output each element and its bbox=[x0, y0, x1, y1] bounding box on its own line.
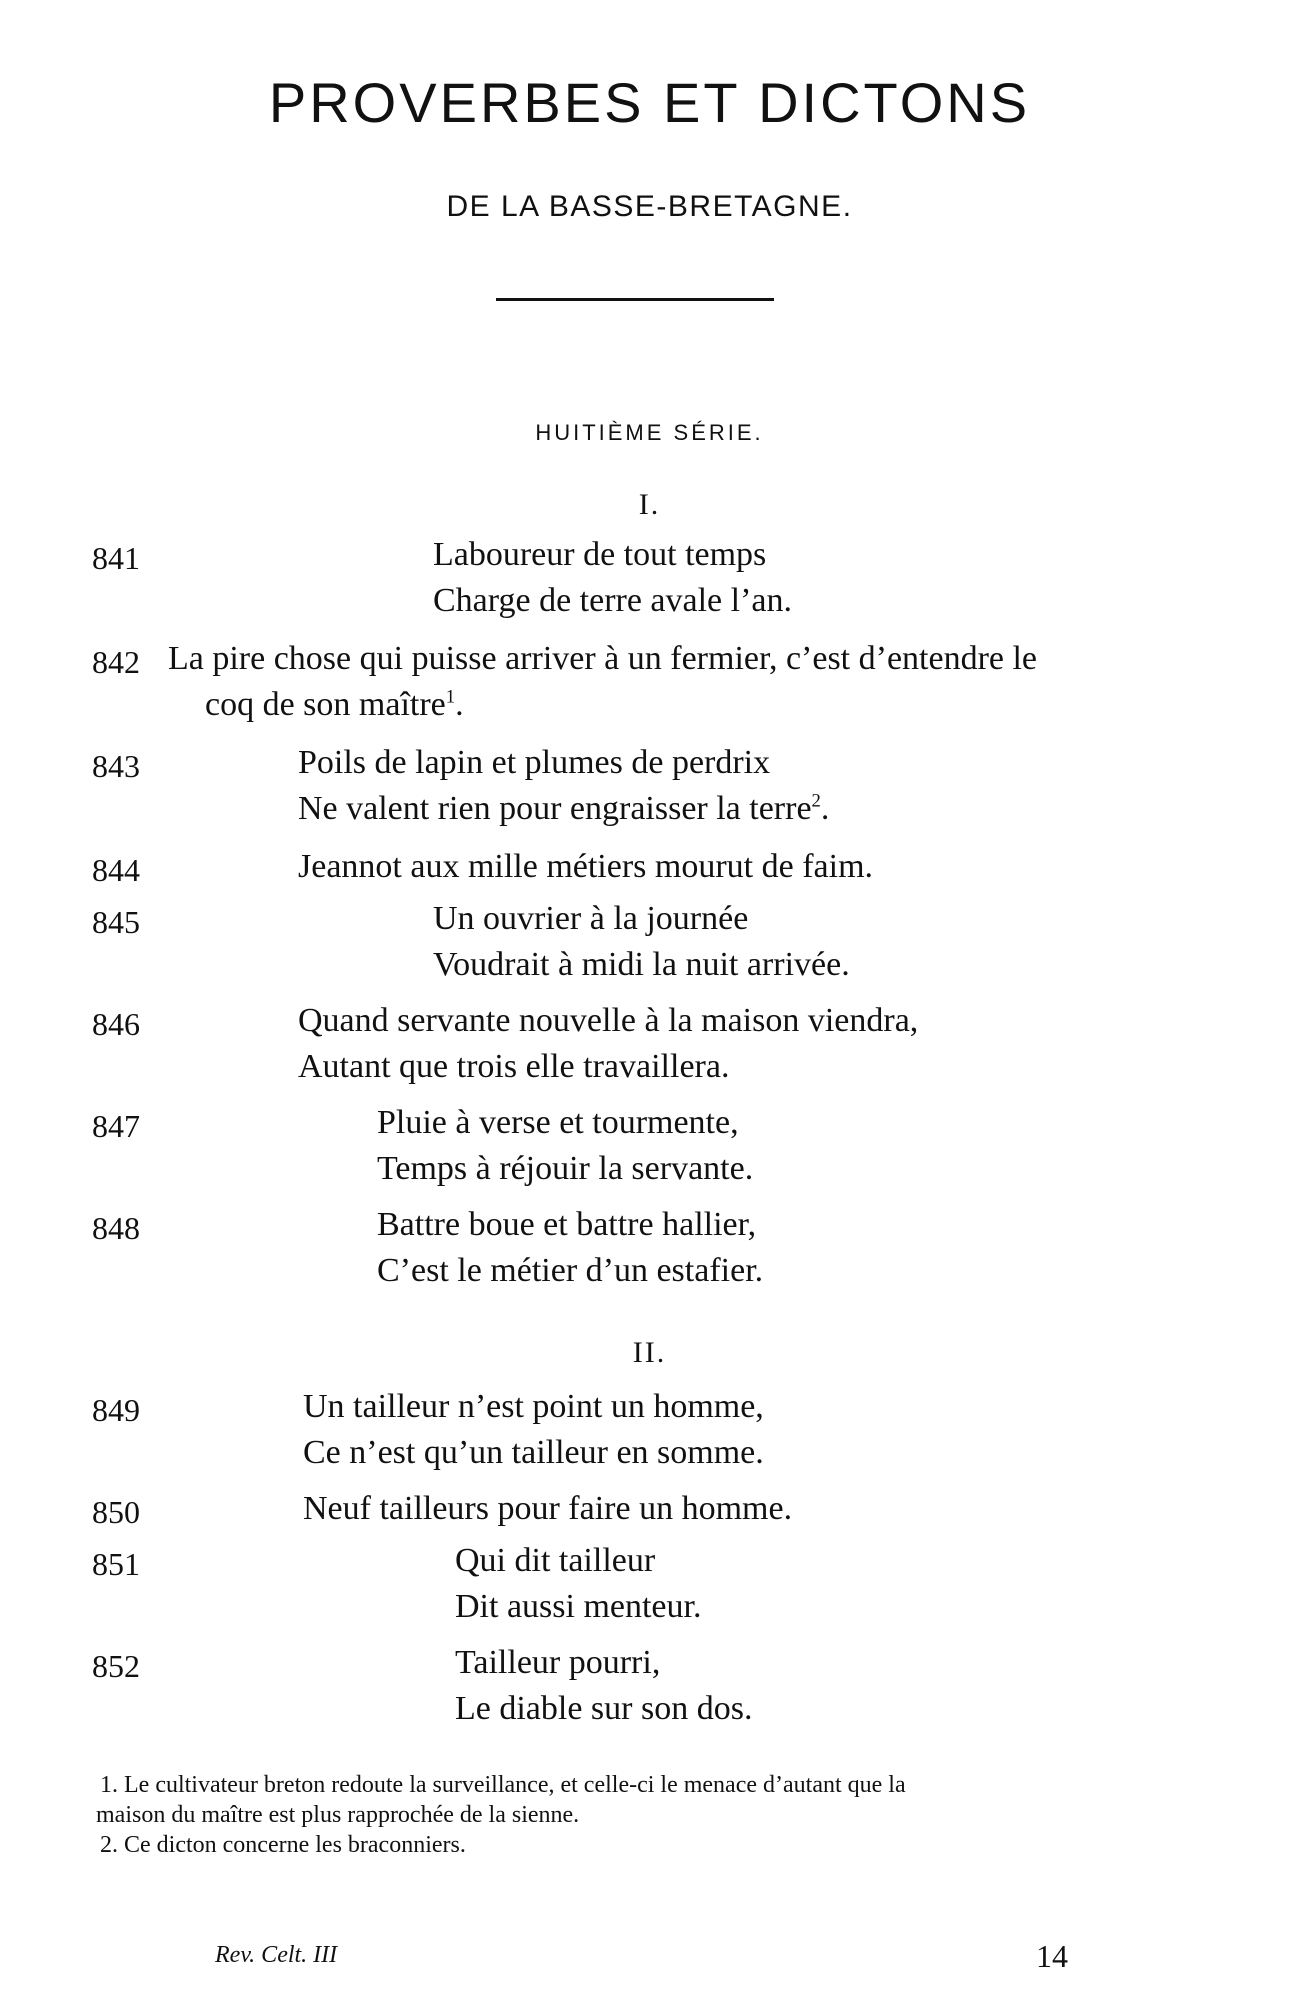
proverb-number: 851 bbox=[92, 1546, 140, 1582]
proverb-number: 846 bbox=[92, 1006, 140, 1042]
section-heading-1: I. bbox=[638, 488, 661, 521]
footnote-1: 1. Le cultivateur breton redoute la surveillance, et celle-ci le menace d’autant que la bbox=[100, 1772, 906, 1798]
proverb-number: 848 bbox=[92, 1210, 140, 1246]
proverb-line: Voudrait à midi la nuit arrivée. bbox=[433, 946, 850, 983]
proverb-line: Battre boue et battre hallier, bbox=[377, 1206, 757, 1243]
signature-number: 14 bbox=[1036, 1938, 1068, 1974]
proverb-number: 841 bbox=[92, 540, 140, 576]
proverb-number: 845 bbox=[92, 904, 140, 940]
section-heading-2: II. bbox=[632, 1336, 667, 1369]
page-subtitle: DE LA BASSE-BRETAGNE. bbox=[446, 190, 853, 223]
proverb-line: Charge de terre avale l’an. bbox=[433, 582, 793, 619]
page-title: PROVERBES ET DICTONS bbox=[268, 71, 1031, 134]
proverb-line: Dit aussi menteur. bbox=[455, 1588, 702, 1625]
proverb-line: Poils de lapin et plumes de perdrix bbox=[298, 744, 771, 781]
proverb-line: Tailleur pourri, bbox=[455, 1644, 661, 1681]
footnote-2: 2. Ce dicton concerne les braconniers. bbox=[100, 1832, 466, 1858]
proverb-number: 843 bbox=[92, 748, 140, 784]
proverb-line: Un tailleur n’est point un homme, bbox=[303, 1388, 764, 1425]
proverb-line: Laboureur de tout temps bbox=[433, 536, 767, 573]
series-heading: HUITIÈME SÉRIE. bbox=[535, 420, 764, 445]
proverb-line: Qui dit tailleur bbox=[455, 1542, 656, 1579]
proverb-line: Temps à réjouir la servante. bbox=[377, 1150, 754, 1187]
proverb-number: 847 bbox=[92, 1108, 140, 1144]
footnote-mark: 1. bbox=[100, 1772, 118, 1798]
footnote-ref: 1 bbox=[445, 686, 456, 708]
proverb-line: La pire chose qui puisse arriver à un fermier, c’est d’entendre le bbox=[168, 640, 1038, 677]
proverb-line: Jeannot aux mille métiers mourut de faim. bbox=[298, 848, 874, 885]
proverb-line: Un ouvrier à la journée bbox=[433, 900, 749, 937]
proverb-line-with-note: Ne valent rien pour engraisser la terre$^2$. bbox=[298, 790, 830, 827]
proverb-line: Neuf tailleurs pour faire un homme. bbox=[303, 1490, 793, 1527]
title-rule bbox=[496, 298, 774, 301]
proverb-line: Le diable sur son dos. bbox=[455, 1690, 753, 1727]
proverb-number: 852 bbox=[92, 1648, 140, 1684]
proverb-line: Ce n’est qu’un tailleur en somme. bbox=[303, 1434, 764, 1471]
proverb-line-with-note: coq de son maître$^1$. bbox=[205, 686, 464, 723]
proverb-line: Autant que trois elle travaillera. bbox=[298, 1048, 730, 1085]
proverb-line: Quand servante nouvelle à la maison viendra, bbox=[298, 1002, 919, 1039]
proverb-number: 842 bbox=[92, 644, 140, 680]
proverb-number: 850 bbox=[92, 1494, 140, 1530]
proverb-line: Pluie à verse et tourmente, bbox=[377, 1104, 739, 1141]
proverb-line: C’est le métier d’un estafier. bbox=[377, 1252, 764, 1289]
proverb-number: 844 bbox=[92, 852, 140, 888]
journal-reference: Rev. Celt. III bbox=[215, 1942, 338, 1968]
proverb-number: 849 bbox=[92, 1392, 140, 1428]
footnote-1-continuation: maison du maître est plus rapprochée de la sienne. bbox=[96, 1802, 580, 1828]
footnote-ref: 2 bbox=[811, 790, 821, 812]
footnote-mark: 2. bbox=[100, 1832, 118, 1858]
